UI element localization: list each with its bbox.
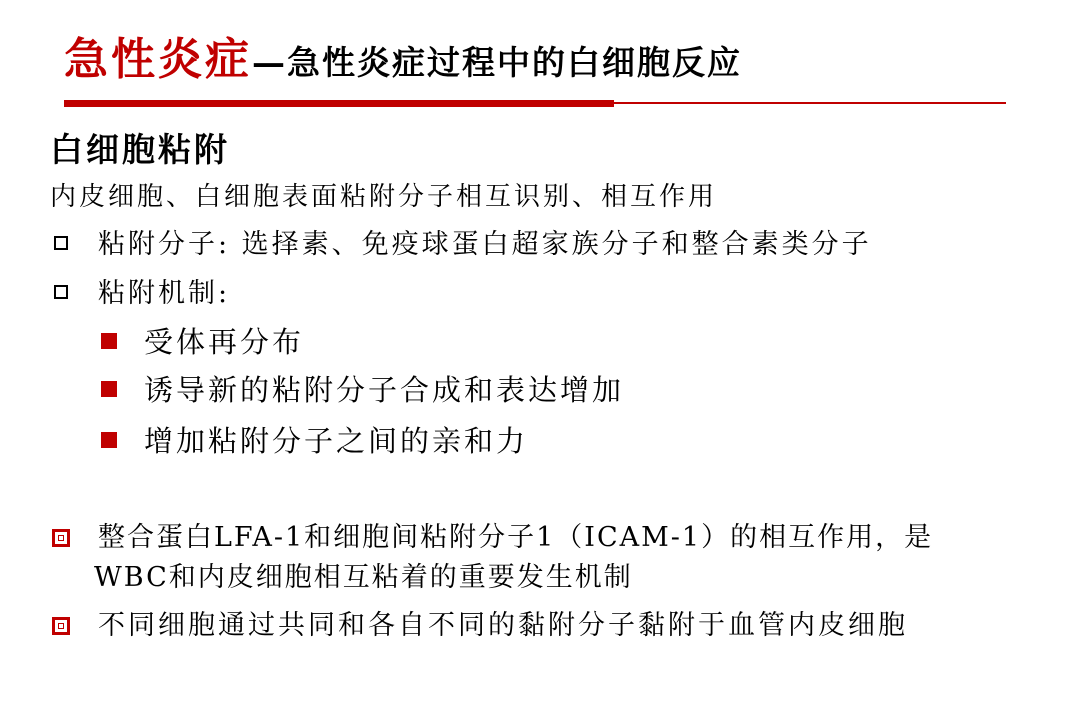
filled-square-bullet-icon — [101, 432, 117, 448]
intro-text: 内皮细胞、白细胞表面粘附分子相互识别、相互作用 — [50, 182, 718, 212]
title-underline-thin — [614, 102, 1006, 104]
filled-square-bullet-icon — [101, 381, 117, 397]
mechanism-text: 诱导新的粘附分子合成和表达增加 — [144, 373, 625, 407]
note-text: 不同细胞通过共同和各自不同的黏附分子黏附于血管内皮细胞 — [98, 610, 908, 641]
red-square-bullet-icon — [52, 617, 70, 635]
hollow-square-bullet-icon — [54, 285, 68, 299]
note-text-line2: WBC和内皮细胞相互粘着的重要发生机制 — [94, 562, 633, 593]
bullet-text: 粘附分子: 选择素、免疫球蛋白超家族分子和整合素类分子 — [98, 229, 872, 260]
slide-title — [64, 34, 742, 85]
section-heading: 白细胞粘附 — [50, 130, 230, 169]
bullet-text: 粘附机制: — [98, 278, 231, 309]
title-underline-thick — [64, 100, 614, 107]
mechanism-text: 受体再分布 — [144, 325, 305, 359]
title-sub: —急性炎症过程中的白细胞反应 — [252, 43, 742, 82]
title-main: 急性炎症 — [64, 34, 252, 85]
filled-square-bullet-icon — [101, 333, 117, 349]
red-square-bullet-icon — [52, 529, 70, 547]
note-text-line1: 整合蛋白LFA-1和细胞间粘附分子1（ICAM-1）的相互作用，是 — [98, 522, 934, 553]
hollow-square-bullet-icon — [54, 236, 68, 250]
mechanism-text: 增加粘附分子之间的亲和力 — [144, 424, 529, 458]
